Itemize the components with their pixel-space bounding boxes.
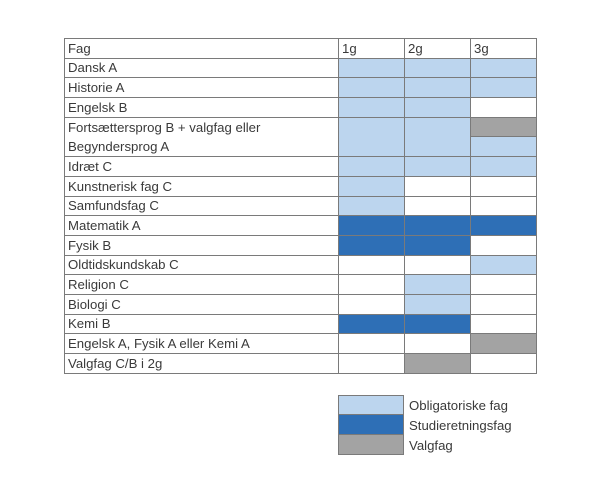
year-cell-3g	[471, 176, 537, 196]
year-cell-2g	[405, 196, 471, 216]
table-row	[65, 137, 537, 157]
year-cell-3g	[471, 117, 537, 137]
year-cell-1g	[339, 176, 405, 196]
year-cell-1g	[339, 275, 405, 295]
year-cell-1g	[339, 196, 405, 216]
table-row	[65, 255, 537, 275]
subject-schedule-table	[64, 38, 537, 374]
header-year-2g: 2g	[405, 39, 471, 59]
table-row	[65, 354, 537, 374]
year-cell-2g	[405, 176, 471, 196]
year-cell-1g	[339, 334, 405, 354]
table-row	[65, 78, 537, 98]
subject-cell: Kemi B	[65, 314, 339, 334]
subject-cell: Historie A	[65, 78, 339, 98]
year-cell-3g	[471, 157, 537, 177]
year-cell-2g	[405, 235, 471, 255]
year-cell-3g	[471, 354, 537, 374]
legend-swatch	[338, 435, 404, 455]
year-cell-2g	[405, 354, 471, 374]
year-cell-3g	[471, 314, 537, 334]
year-cell-3g	[471, 98, 537, 118]
table-row	[65, 58, 537, 78]
subject-cell: Idræt C	[65, 157, 339, 177]
header-row	[65, 39, 537, 59]
table-row	[65, 176, 537, 196]
year-cell-2g	[405, 157, 471, 177]
subject-cell: Begyndersprog A	[65, 137, 339, 157]
year-cell-2g	[405, 117, 471, 137]
table-row	[65, 275, 537, 295]
year-cell-1g	[339, 78, 405, 98]
year-cell-3g	[471, 255, 537, 275]
year-cell-1g	[339, 117, 405, 137]
legend-swatch	[338, 395, 404, 415]
header-subject: Fag	[65, 39, 339, 59]
subject-cell: Samfundsfag C	[65, 196, 339, 216]
legend-label: Studieretningsfag	[409, 418, 512, 433]
year-cell-1g	[339, 354, 405, 374]
subject-cell: Kunstnerisk fag C	[65, 176, 339, 196]
year-cell-1g	[339, 98, 405, 118]
table-row	[65, 117, 537, 137]
year-cell-1g	[339, 137, 405, 157]
table-row	[65, 334, 537, 354]
year-cell-3g	[471, 235, 537, 255]
legend-label: Obligatoriske fag	[409, 398, 508, 413]
table-row	[65, 157, 537, 177]
year-cell-2g	[405, 78, 471, 98]
legend-label: Valgfag	[409, 438, 453, 453]
year-cell-3g	[471, 294, 537, 314]
year-cell-1g	[339, 294, 405, 314]
year-cell-1g	[339, 58, 405, 78]
subject-cell: Engelsk B	[65, 98, 339, 118]
year-cell-1g	[339, 255, 405, 275]
table-row	[65, 196, 537, 216]
subject-cell: Biologi C	[65, 294, 339, 314]
year-cell-2g	[405, 58, 471, 78]
table-row	[65, 235, 537, 255]
subject-cell: Matematik A	[65, 216, 339, 236]
subject-cell: Engelsk A, Fysik A eller Kemi A	[65, 334, 339, 354]
subject-cell: Oldtidskundskab C	[65, 255, 339, 275]
year-cell-3g	[471, 334, 537, 354]
year-cell-2g	[405, 98, 471, 118]
table-row	[65, 294, 537, 314]
year-cell-2g	[405, 314, 471, 334]
subject-cell: Valgfag C/B i 2g	[65, 354, 339, 374]
subject-cell: Dansk A	[65, 58, 339, 78]
subject-cell: Religion C	[65, 275, 339, 295]
year-cell-3g	[471, 78, 537, 98]
year-cell-2g	[405, 255, 471, 275]
year-cell-1g	[339, 157, 405, 177]
year-cell-3g	[471, 196, 537, 216]
year-cell-1g	[339, 314, 405, 334]
year-cell-3g	[471, 216, 537, 236]
table-row	[65, 216, 537, 236]
year-cell-2g	[405, 294, 471, 314]
table-row	[65, 98, 537, 118]
year-cell-3g	[471, 275, 537, 295]
year-cell-1g	[339, 216, 405, 236]
year-cell-2g	[405, 275, 471, 295]
header-year-3g: 3g	[471, 39, 537, 59]
schedule-body	[65, 39, 537, 374]
year-cell-2g	[405, 334, 471, 354]
header-year-1g: 1g	[339, 39, 405, 59]
subject-cell: Fysik B	[65, 235, 339, 255]
year-cell-3g	[471, 58, 537, 78]
year-cell-1g	[339, 235, 405, 255]
year-cell-2g	[405, 216, 471, 236]
year-cell-3g	[471, 137, 537, 157]
year-cell-2g	[405, 137, 471, 157]
legend-swatch	[338, 415, 404, 435]
table-row	[65, 314, 537, 334]
subject-cell: Fortsættersprog B + valgfag eller	[65, 117, 339, 137]
